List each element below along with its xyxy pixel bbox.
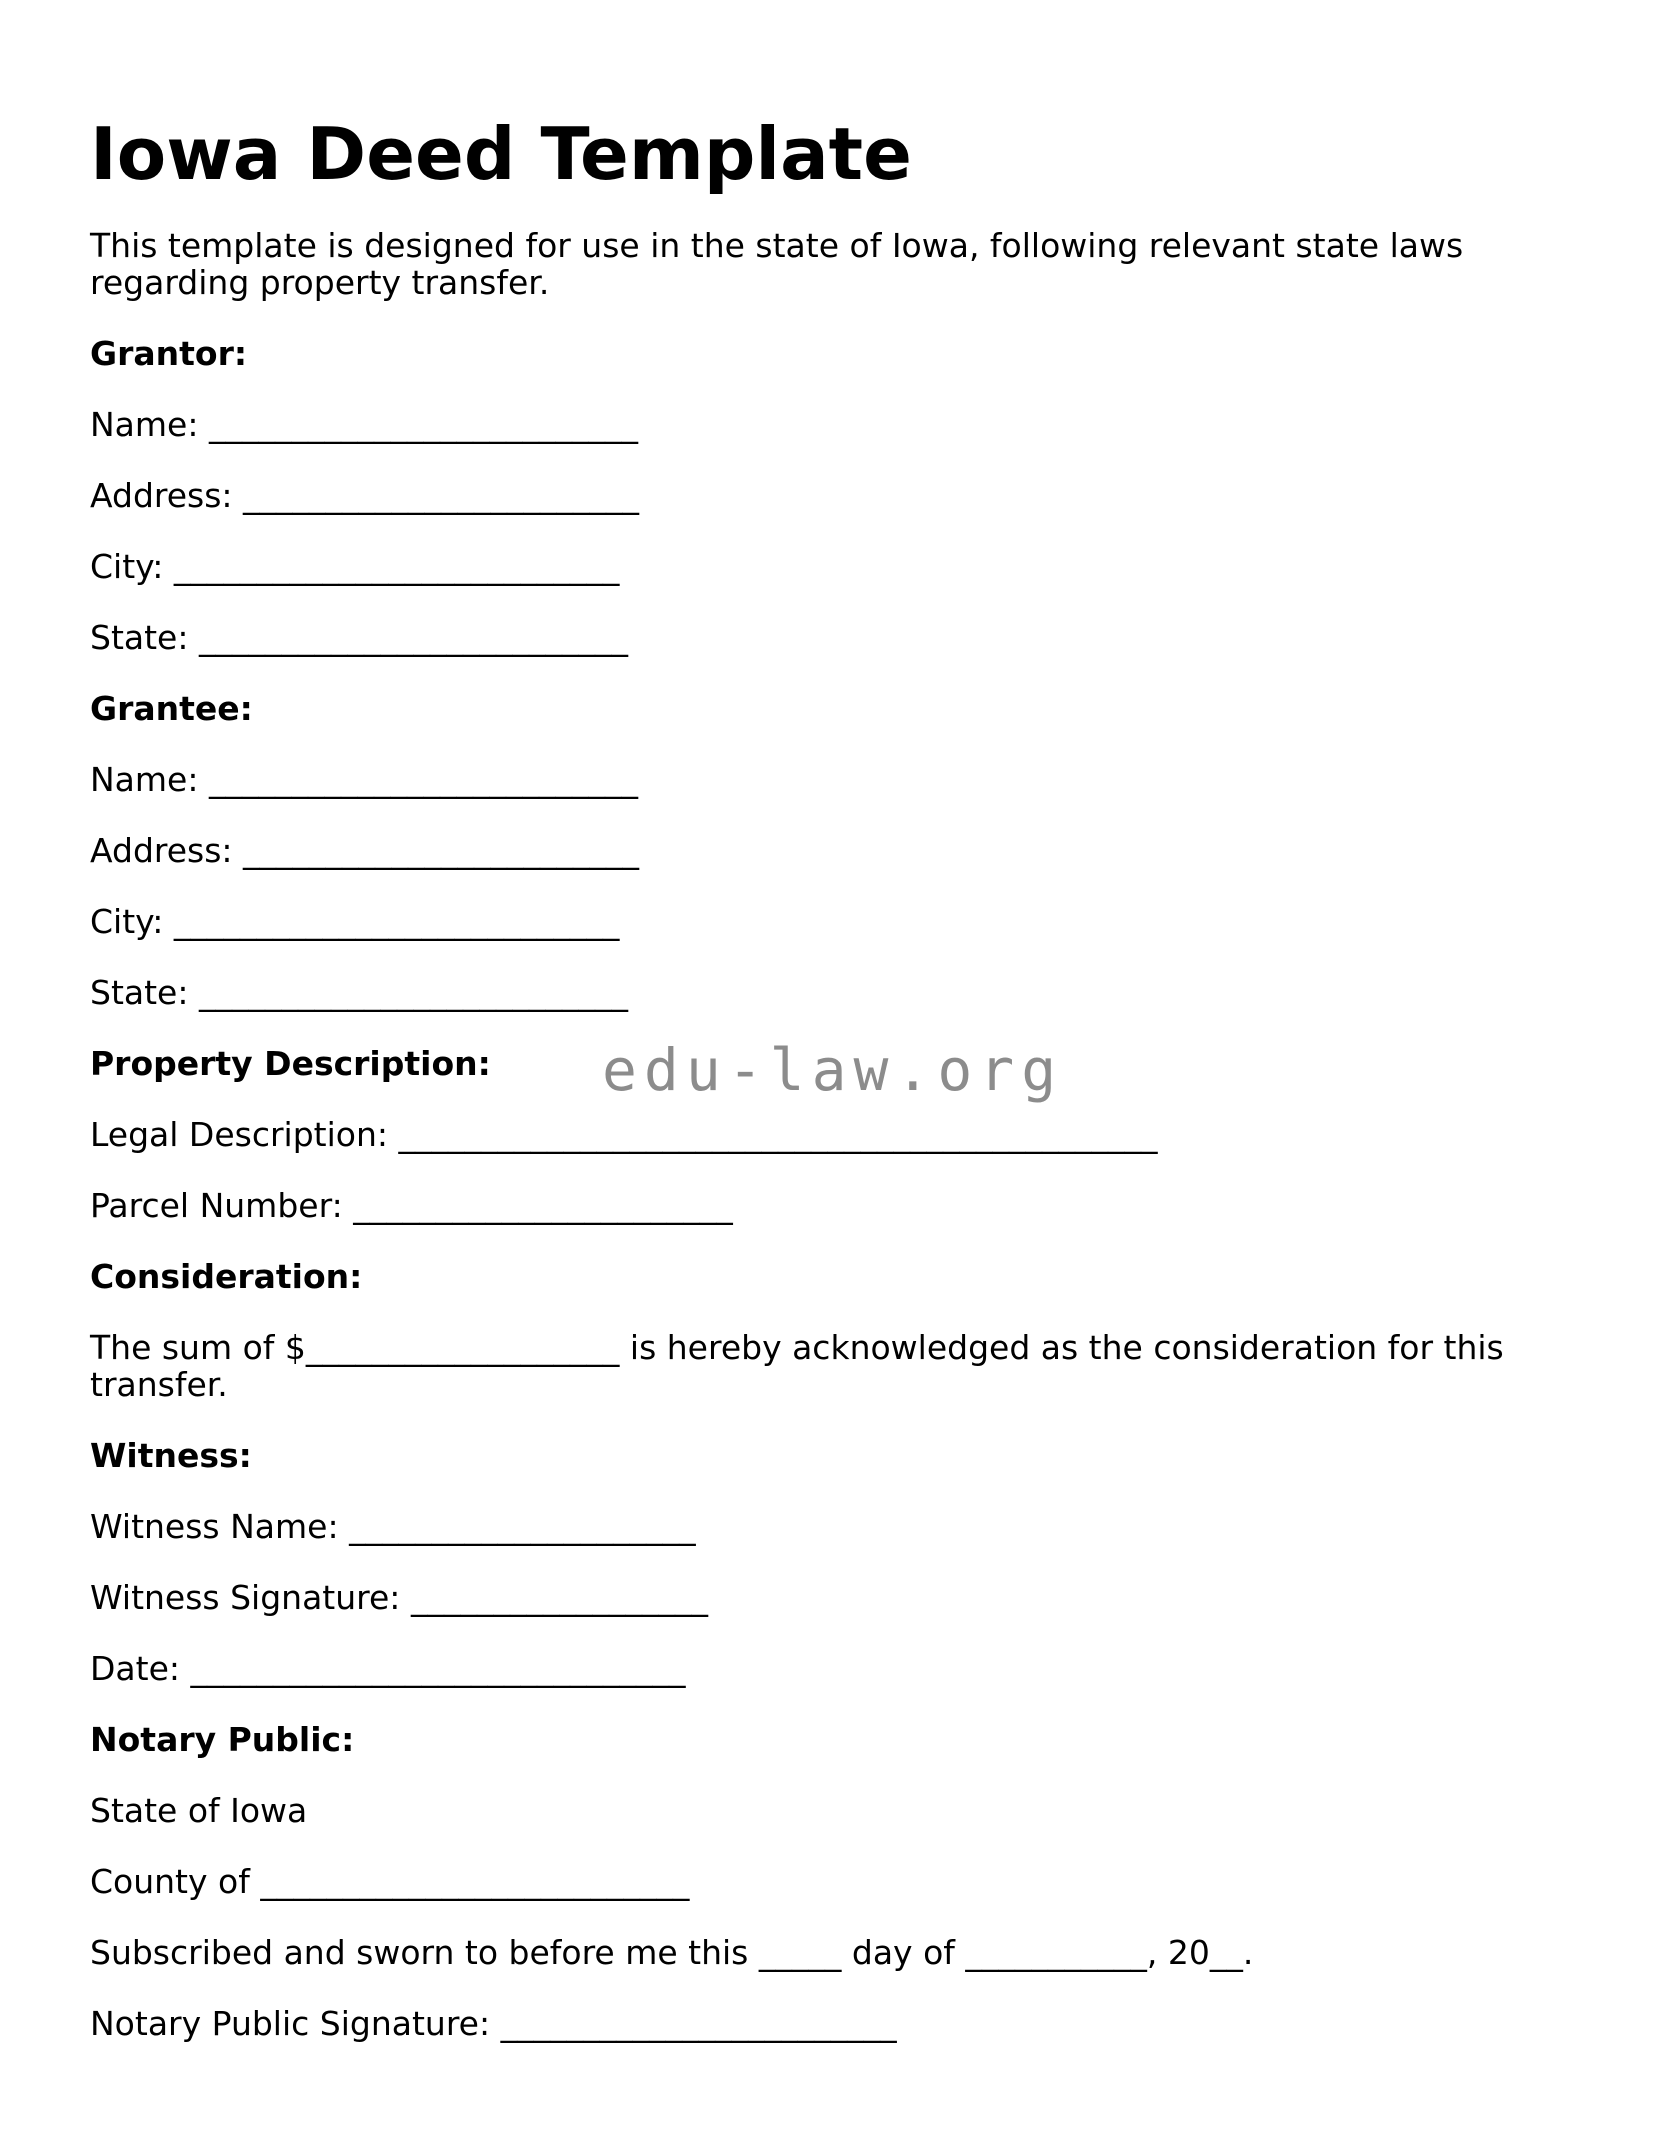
notary-sworn-pre: Subscribed and sworn to before me this <box>90 1933 749 1972</box>
notary-signature-blank: ________________________ <box>500 2004 897 2043</box>
witness-date-blank: ______________________________ <box>190 1649 686 1688</box>
notary-state-row: State of Iowa <box>90 1791 308 1830</box>
grantor-address-blank: ________________________ <box>243 476 640 515</box>
grantor-name-row <box>90 406 1574 443</box>
grantor-state-blank: __________________________ <box>198 618 628 657</box>
notary-county-row <box>90 1863 1574 1900</box>
notary-signature-row <box>90 2005 1574 2042</box>
grantee-name-blank: __________________________ <box>208 760 638 799</box>
grantee-name-row <box>90 761 1574 798</box>
witness-signature-row <box>90 1579 1574 1616</box>
grantee-address-blank: ________________________ <box>243 831 640 870</box>
witness-signature-label: Witness Signature: <box>90 1578 401 1617</box>
notary-county-label: County of <box>90 1862 250 1901</box>
consideration-sum-pre: The sum of $ <box>90 1328 306 1367</box>
grantee-address-row <box>90 832 1574 869</box>
witness-name-blank: _____________________ <box>349 1507 696 1546</box>
grantor-name-label: Name: <box>90 405 199 444</box>
notary-sworn-row <box>90 1934 1574 1971</box>
notary-sworn-day-blank: _____ <box>758 1933 842 1972</box>
witness-signature-blank: __________________ <box>410 1578 708 1617</box>
property-description-heading <box>90 1036 1574 1104</box>
notary-county-blank: __________________________ <box>260 1862 690 1901</box>
parcel-number-label: Parcel Number: <box>90 1186 343 1225</box>
grantee-city-label: City: <box>90 902 164 941</box>
legal-description-label: Legal Description: <box>90 1115 388 1154</box>
notary-section-heading: Notary Public: <box>90 1720 355 1759</box>
notary-sworn-year: , 20__. <box>1146 1933 1254 1972</box>
grantee-state-blank: __________________________ <box>198 973 628 1012</box>
consideration-sum-post: is hereby acknowledged as the consideration for this transfer. <box>90 1328 1504 1404</box>
grantee-name-label: Name: <box>90 760 199 799</box>
grantee-state-label: State: <box>90 973 189 1012</box>
edu-law-watermark: edu-law.org <box>602 1036 1064 1104</box>
grantor-state-row <box>90 619 1574 656</box>
legal-description-row <box>90 1116 1574 1153</box>
notary-sworn-month-blank: ___________ <box>965 1933 1147 1972</box>
parcel-number-row <box>90 1187 1574 1224</box>
grantor-address-row <box>90 477 1574 514</box>
witness-name-label: Witness Name: <box>90 1507 339 1546</box>
witness-section-heading: Witness: <box>90 1436 252 1475</box>
notary-signature-label: Notary Public Signature: <box>90 2004 491 2043</box>
consideration-sum-paragraph <box>90 1329 1574 1403</box>
witness-date-row <box>90 1650 1574 1687</box>
grantor-city-blank: ___________________________ <box>173 547 620 586</box>
consideration-section-heading: Consideration: <box>90 1257 363 1296</box>
grantee-city-row <box>90 903 1574 940</box>
notary-sworn-mid: day of <box>851 1933 955 1972</box>
grantor-city-label: City: <box>90 547 164 586</box>
grantee-address-label: Address: <box>90 831 233 870</box>
grantee-section-heading: Grantee: <box>90 689 253 728</box>
grantee-state-row <box>90 974 1574 1011</box>
grantor-state-label: State: <box>90 618 189 657</box>
grantee-city-blank: ___________________________ <box>173 902 620 941</box>
parcel-number-blank: _______________________ <box>353 1186 733 1225</box>
consideration-sum-blank: ___________________ <box>305 1328 620 1367</box>
grantor-section-heading: Grantor: <box>90 334 248 373</box>
grantor-address-label: Address: <box>90 476 233 515</box>
property-description-heading-label: Property Description: <box>90 1044 491 1083</box>
legal-description-blank: ______________________________________________ <box>398 1115 1158 1154</box>
witness-date-label: Date: <box>90 1649 180 1688</box>
page-title: Iowa Deed Template <box>90 112 912 196</box>
witness-name-row <box>90 1508 1574 1545</box>
grantor-name-blank: __________________________ <box>208 405 638 444</box>
grantor-city-row <box>90 548 1574 585</box>
intro-paragraph: This template is designed for use in the state of Iowa, following relevant state laws regarding property transfer. <box>90 226 1464 302</box>
